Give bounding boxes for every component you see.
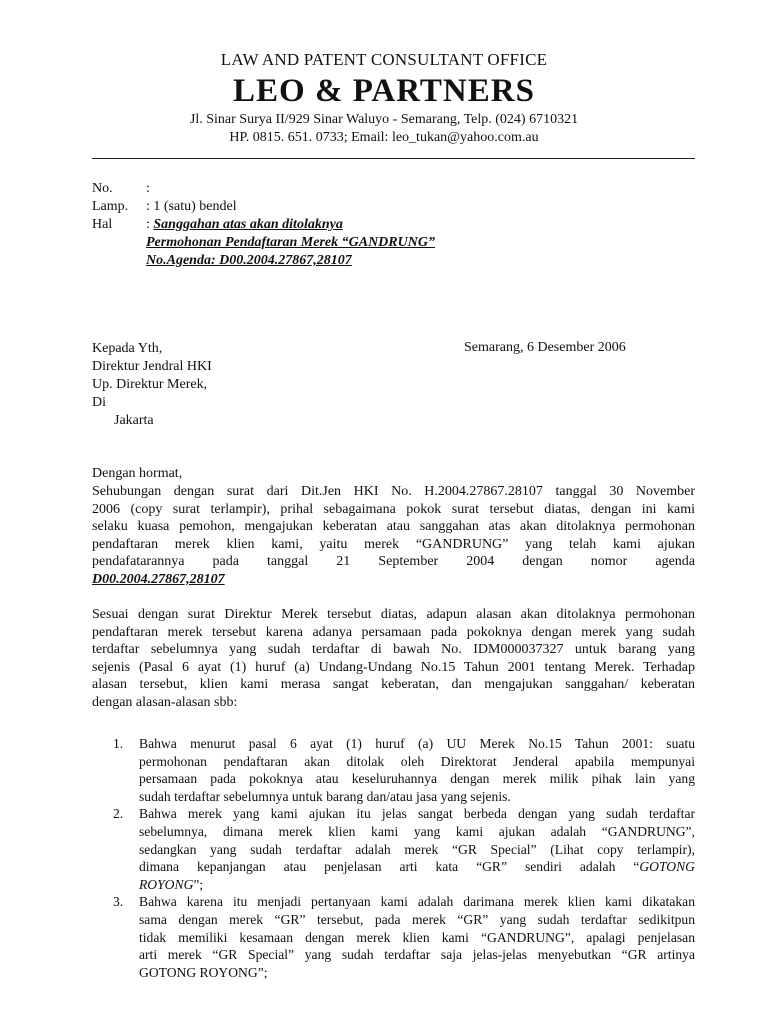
list-item — [113, 893, 695, 981]
item-3-line-5: GOTONG ROYONG”; — [139, 964, 268, 980]
meta-hal-colon: : — [146, 217, 150, 232]
recipient-line-1: Kepada Yth, — [92, 341, 163, 356]
item-3-line-3: tidak memiliki kesamaan dengan merek klien kami “GANDRUNG”, apalagi penjelasan — [139, 929, 695, 945]
meta-lamp-label: Lamp. — [92, 199, 129, 214]
objection-list — [113, 735, 695, 981]
paragraph-2 — [92, 606, 695, 712]
item-2-line-2: sebelumnya, dimana merek klien kami yang kami ajukan adalah “GANDRUNG”, — [139, 823, 695, 839]
office-title: LAW AND PATENT CONSULTANT OFFICE — [220, 50, 548, 69]
list-item-number: 1. — [113, 736, 124, 751]
office-address: Jl. Sinar Surya II/929 Sinar Waluyo - Semarang, Telp. (024) 6710321 — [189, 112, 579, 127]
meta-hal-label: Hal — [92, 217, 113, 232]
item-3-line-2: sama dengan merek “GR” tersebut, pada merek “GR” yang sudah terdaftar sedikitpun — [139, 911, 695, 927]
list-item — [113, 805, 695, 893]
list-item-number: 3. — [113, 894, 124, 910]
p1-line-1: Sehubungan dengan surat dari Dit.Jen HKI No. H.2004.27867.28107 tanggal 30 November — [92, 484, 695, 499]
item-3-line-1: Bahwa karena itu menjadi pertanyaan kami adalah darimana merek klien kami dikatakan — [139, 894, 695, 910]
meta-no — [92, 180, 150, 198]
header-divider — [92, 158, 695, 159]
subject-line-2: Permohonan Pendaftaran Merek “GANDRUNG” — [146, 235, 435, 250]
item-1-line-2: permohonan pendaftaran akan ditolak oleh Direktorat Jenderal apabila mempunyai — [139, 753, 695, 769]
meta-no-label: No. — [92, 181, 113, 196]
meta-hal-value — [146, 216, 343, 234]
meta-lamp-value: : 1 (satu) bendel — [146, 199, 237, 214]
item-2-line-1: Bahwa merek yang kami ajukan itu jelas sangat berbeda dengan yang sudah terdaftar — [139, 806, 695, 822]
p2-line-3: terdaftar sebelumnya yang sudah terdaftar di bawah No. IDM000037327 untuk barang yang — [92, 642, 695, 658]
paragraph-1 — [92, 483, 695, 589]
recipient-line-5: Jakarta — [114, 413, 154, 428]
item-3-line-4: arti merek “GR Special” yang sudah terdaftar saja jelas-jelas menyebutkan “GR artinya — [139, 947, 695, 963]
firm-name: LEO & PARTNERS — [233, 73, 535, 109]
recipient-block — [92, 340, 212, 430]
subject-line-2-row — [146, 234, 435, 252]
meta-lamp — [92, 198, 237, 216]
item-2-line-5 — [139, 876, 695, 894]
p2-line-4: sejenis (Pasal 6 ayat (1) huruf (a) Undang-Undang No.15 Tahun 2001 tentang Merek. Terhadap — [92, 659, 695, 675]
office-contact: HP. 0815. 651. 0733; Email: leo_tukan@yahoo.com.au — [229, 130, 539, 145]
p2-line-2: pendaftaran merek tersebut karena adanya persamaan pada pokoknya dengan merek yang sudah — [92, 624, 695, 640]
item-2-tail: ”; — [193, 876, 204, 892]
item-2-italic-gotong: GOTONG — [639, 859, 695, 875]
item-2-line-4-text: dimana kepanjangan atau penjelasan arti kata “GR” sendiri adalah “ — [139, 859, 640, 875]
item-2-line-3: sedangkan yang sudah terdaftar adalah merek “GR Special” (Lihat copy terlampir), — [139, 841, 695, 857]
subject-line-3: No.Agenda: D00.2004.27867,28107 — [146, 253, 352, 268]
letter-date: Semarang, 6 Desember 2006 — [464, 340, 626, 355]
recipient-line-2: Direktur Jendral HKI — [92, 359, 212, 374]
p1-line-3: selaku kuasa pemohon, mengajukan keberatan atau sanggahan atas akan ditolaknya permohonan — [92, 519, 695, 535]
item-1-line-1: Bahwa menurut pasal 6 ayat (1) huruf (a) UU Merek No.15 Tahun 2001: suatu — [139, 736, 695, 751]
p2-line-5: alasan tersebut, klien kami merasa sangat keberatan, dan mengajukan sanggahan/ keberatan — [92, 677, 695, 693]
list-item — [113, 735, 695, 805]
meta-no-value: : — [146, 181, 150, 196]
greeting: Dengan hormat, — [92, 466, 183, 481]
p1-line-2: 2006 (copy surat terlampir), prihal sebagaimana pokok surat tersebut diatas, dengan ini kami — [92, 501, 695, 517]
p1-line-5: pendafatarannya pada tanggal 21 September 2004 dengan nomor agenda — [92, 554, 695, 570]
subject-line-3-row — [146, 252, 352, 270]
item-2-line-4 — [139, 858, 695, 876]
p1-agenda-number: D00.2004.27867,28107 — [92, 571, 225, 587]
list-item-number: 2. — [113, 806, 124, 822]
meta-hal — [92, 216, 343, 234]
subject-line-1: Sanggahan atas akan ditolaknya — [153, 217, 343, 232]
recipient-line-3: Up. Direktur Merek, — [92, 377, 208, 392]
p2-line-1: Sesuai dengan surat Direktur Merek tersebut diatas, adapun alasan akan ditolaknya permohonan — [92, 607, 695, 622]
p1-line-4: pendaftaran merek klien kami, yaitu merek “GANDRUNG” yang telah kami ajukan — [92, 536, 695, 552]
p2-line-6: dengan alasan-alasan sbb: — [92, 694, 238, 710]
item-2-italic-royong: ROYONG — [139, 876, 194, 892]
item-1-line-4: sudah terdaftar sebelumnya untuk barang dan/atau jasa yang sejenis. — [139, 788, 511, 804]
item-1-line-3: persamaan pada pokoknya atau keseluruhannya dengan merek milik pihak lain yang — [139, 771, 695, 787]
recipient-line-4: Di — [92, 395, 106, 410]
